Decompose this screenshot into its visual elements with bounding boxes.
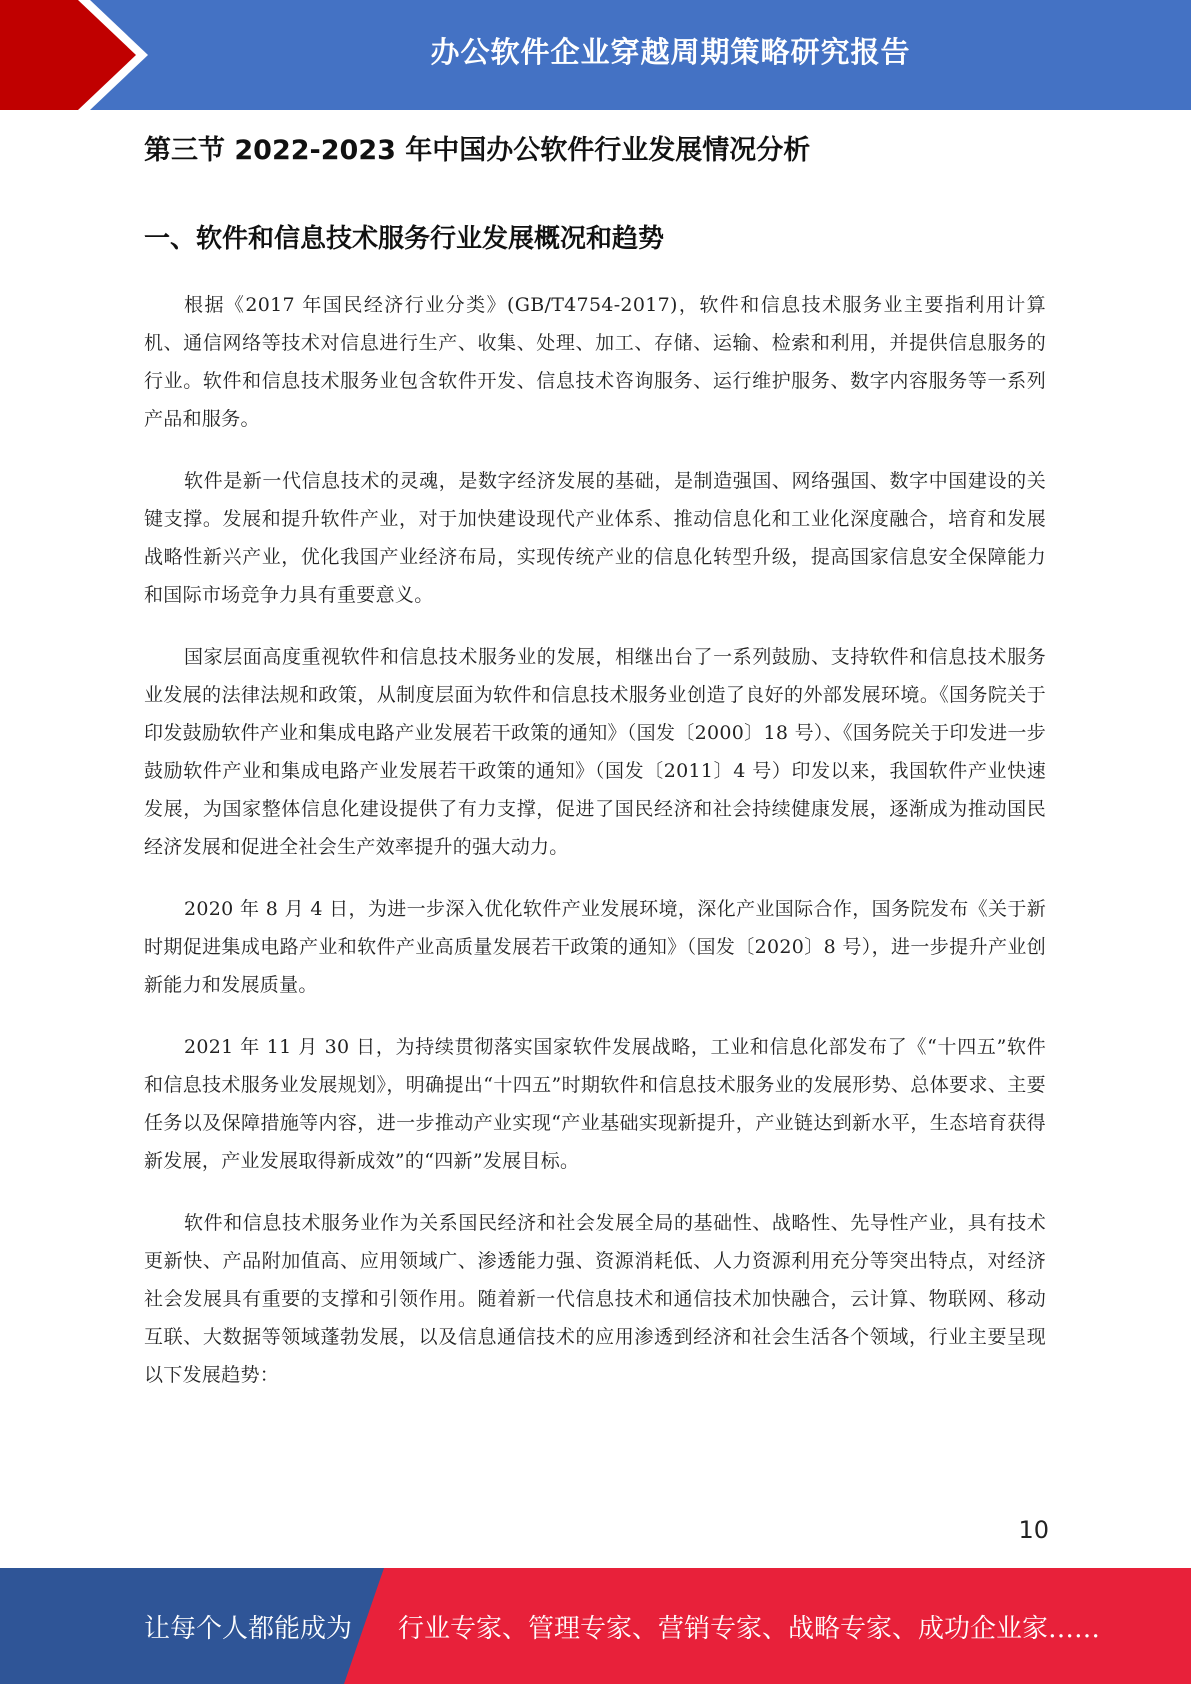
subsection-title: 一、软件和信息技术服务行业发展概况和趋势 (144, 224, 665, 254)
page-number: 10 (1018, 1516, 1049, 1544)
paragraph: 软件和信息技术服务业作为关系国民经济和社会发展全局的基础性、战略性、先导性产业，具有技术更新快、产品附加值高、应用领域广、渗透能力强、资源消耗低、人力资源利用充分等突出特点，对经济社会发展具有重要的支撑和引领作用。随着新一代信息技术和通信技术加快融合，云计算、物联网、移动互联、大数据等领域蓬勃发展，以及信息通信技术的应用渗透到经济和社会生活各个领域，行业主要呈现以下发展趋势： (144, 1212, 1046, 1386)
paragraph: 国家层面高度重视软件和信息技术服务业的发展，相继出台了一系列鼓励、支持软件和信息技术服务业发展的法律法规和政策，从制度层面为软件和信息技术服务业创造了良好的外部发展环境。《国务院关于印发鼓励软件产业和集成电路产业发展若干政策的通知》（国发〔2000〕18 号）、《国务院关于印发进一步鼓励软件产业和集成电路产业发展若干政策的通知》（国发〔2011〕4 号）印发以来，我国软件产业快速发展，为国家整体信息化建设提供了有力支撑，促进了国民经济和社会持续健康发展，逐渐成为推动国民经济发展和促进全社会生产效率提升的强大动力。 (144, 646, 1046, 858)
paragraph: 软件是新一代信息技术的灵魂，是数字经济发展的基础，是制造强国、网络强国、数字中国建设的关键支撑。发展和提升软件产业，对于加快建设现代产业体系、推动信息化和工业化深度融合，培育和发展战略性新兴产业，优化我国产业经济布局，实现传统产业的信息化转型升级，提高国家信息安全保障能力和国际市场竞争力具有重要意义。 (144, 470, 1046, 606)
footer-slogan-left: 让每个人都能成为 (144, 1613, 353, 1644)
footer-slogan-right: 行业专家、管理专家、营销专家、战略专家、成功企业家…… (398, 1613, 1101, 1644)
paragraph: 2021 年 11 月 30 日，为持续贯彻落实国家软件发展战略，工业和信息化部发布了《“十四五”软件和信息技术服务业发展规划》，明确提出“十四五”时期软件和信息技术服务业的发展形势、总体要求、主要任务以及保障措施等内容，进一步推动产业实现“产业基础实现新提升，产业链达到新水平，生态培育获得新发展，产业发展取得新成效”的“四新”发展目标。 (144, 1036, 1046, 1172)
report-title: 办公软件企业穿越周期策略研究报告 (430, 34, 911, 69)
paragraph: 2020 年 8 月 4 日，为进一步深入优化软件产业发展环境，深化产业国际合作，国务院发布《关于新时期促进集成电路产业和软件产业高质量发展若干政策的通知》（国发〔2020〕8 号），进一步提升产业创新能力和发展质量。 (144, 898, 1046, 996)
paragraph: 根据《2017 年国民经济行业分类》(GB/T4754-2017)，软件和信息技术服务业主要指利用计算机、通信网络等技术对信息进行生产、收集、处理、加工、存储、运输、检索和利用，并提供信息服务的行业。软件和信息技术服务业包含软件开发、信息技术咨询服务、运行维护服务、数字内容服务等一系列产品和服务。 (144, 294, 1046, 430)
page-footer (0, 1568, 1191, 1684)
body-text (144, 286, 1046, 1418)
page-header (0, 0, 1191, 110)
section-title: 第三节 2022-2023 年中国办公软件行业发展情况分析 (144, 135, 811, 166)
